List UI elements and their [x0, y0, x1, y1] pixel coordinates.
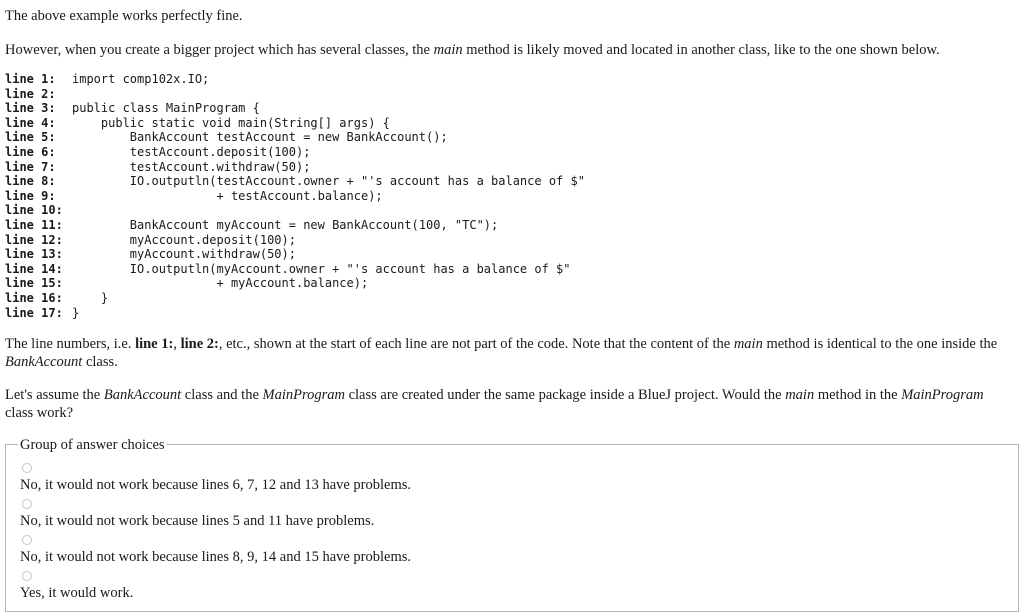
radio-button-1[interactable]	[22, 463, 32, 473]
code-line	[5, 116, 585, 131]
line-number: line 7:	[5, 159, 56, 174]
line-number: line 4:	[5, 115, 56, 130]
line-number: line 3:	[5, 101, 56, 116]
context-text: However, when you create a bigger project which has several classes, the main method is likely moved and located in another class, like to the one shown below.	[5, 42, 940, 58]
code-line	[5, 145, 585, 160]
code-line	[5, 262, 585, 277]
code-line	[5, 276, 585, 291]
line-number: line 10:	[5, 203, 63, 218]
question-text: Let's assume the BankAccount class and the MainProgram class are created under the same package inside a BlueJ project. Would the main method in the MainProgram class work?	[5, 387, 984, 421]
code-line	[5, 160, 585, 175]
line-number: line 15:	[5, 276, 63, 291]
line-number: line 9:	[5, 188, 56, 203]
line-number: line 2:	[5, 86, 56, 101]
line-number: line 5:	[5, 130, 56, 145]
line-number: line 17:	[5, 305, 63, 320]
code-line	[5, 130, 585, 145]
code-text: public static void main(String[] args) {	[72, 115, 390, 130]
code-text: BankAccount myAccount = new BankAccount(100, "TC");	[72, 217, 499, 232]
radio-button-4[interactable]	[22, 571, 32, 581]
answer-choice-1[interactable]	[6, 463, 1006, 497]
note-text: The line numbers, i.e. line 1:, line 2:, etc., shown at the start of each line are not part of the code. Note that the content of the main method is identical to the one inside the BankAccount class.	[5, 336, 998, 370]
line-number: line 8:	[5, 174, 56, 189]
line-number: line 6:	[5, 144, 56, 159]
code-line	[5, 87, 585, 102]
code-line	[5, 247, 585, 262]
code-line	[5, 72, 585, 87]
code-line	[5, 233, 585, 248]
intro-text: The above example works perfectly fine.	[5, 8, 243, 24]
radio-button-3[interactable]	[22, 535, 32, 545]
code-line	[5, 174, 585, 189]
line-number: line 14:	[5, 261, 63, 276]
code-line	[5, 291, 585, 306]
code-text: testAccount.deposit(100);	[72, 144, 311, 159]
answer-choice-label[interactable]: No, it would not work because lines 8, 9, 14 and 15 have problems.	[20, 549, 412, 565]
line-number: line 13:	[5, 247, 63, 262]
code-text: + myAccount.balance);	[72, 276, 369, 291]
answer-choice-4[interactable]	[6, 571, 1006, 605]
answer-choices-legend: Group of answer choices	[20, 437, 165, 453]
line-number: line 12:	[5, 232, 63, 247]
answer-choices-group	[5, 437, 1019, 612]
code-text: IO.outputln(myAccount.owner + "'s account has a balance of $"	[72, 261, 571, 276]
code-text: }	[72, 305, 80, 320]
code-line	[5, 306, 585, 321]
code-text: }	[72, 290, 109, 305]
code-text: + testAccount.balance);	[72, 188, 383, 203]
code-line	[5, 101, 585, 116]
answer-choice-label[interactable]: No, it would not work because lines 6, 7, 12 and 13 have problems.	[20, 477, 412, 493]
code-line	[5, 189, 585, 204]
code-text: testAccount.withdraw(50);	[72, 159, 311, 174]
answer-choice-2[interactable]	[6, 499, 1006, 533]
line-number: line 11:	[5, 217, 63, 232]
code-line	[5, 218, 585, 233]
line-number: line 16:	[5, 290, 63, 305]
code-text: public class MainProgram {	[72, 101, 260, 116]
code-text: myAccount.deposit(100);	[72, 232, 296, 247]
code-text: IO.outputln(testAccount.owner + "'s account has a balance of $"	[72, 174, 585, 189]
code-text: BankAccount testAccount = new BankAccount();	[72, 130, 448, 145]
code-text: myAccount.withdraw(50);	[72, 247, 296, 262]
code-line	[5, 203, 585, 218]
answer-choice-label[interactable]: Yes, it would work.	[20, 585, 134, 601]
code-text: import comp102x.IO;	[72, 72, 210, 86]
answer-choice-3[interactable]	[6, 535, 1006, 569]
line-number: line 1:	[5, 72, 56, 86]
code-block	[5, 72, 585, 320]
radio-button-2[interactable]	[22, 499, 32, 509]
answer-choice-label[interactable]: No, it would not work because lines 5 and 11 have problems.	[20, 513, 375, 529]
